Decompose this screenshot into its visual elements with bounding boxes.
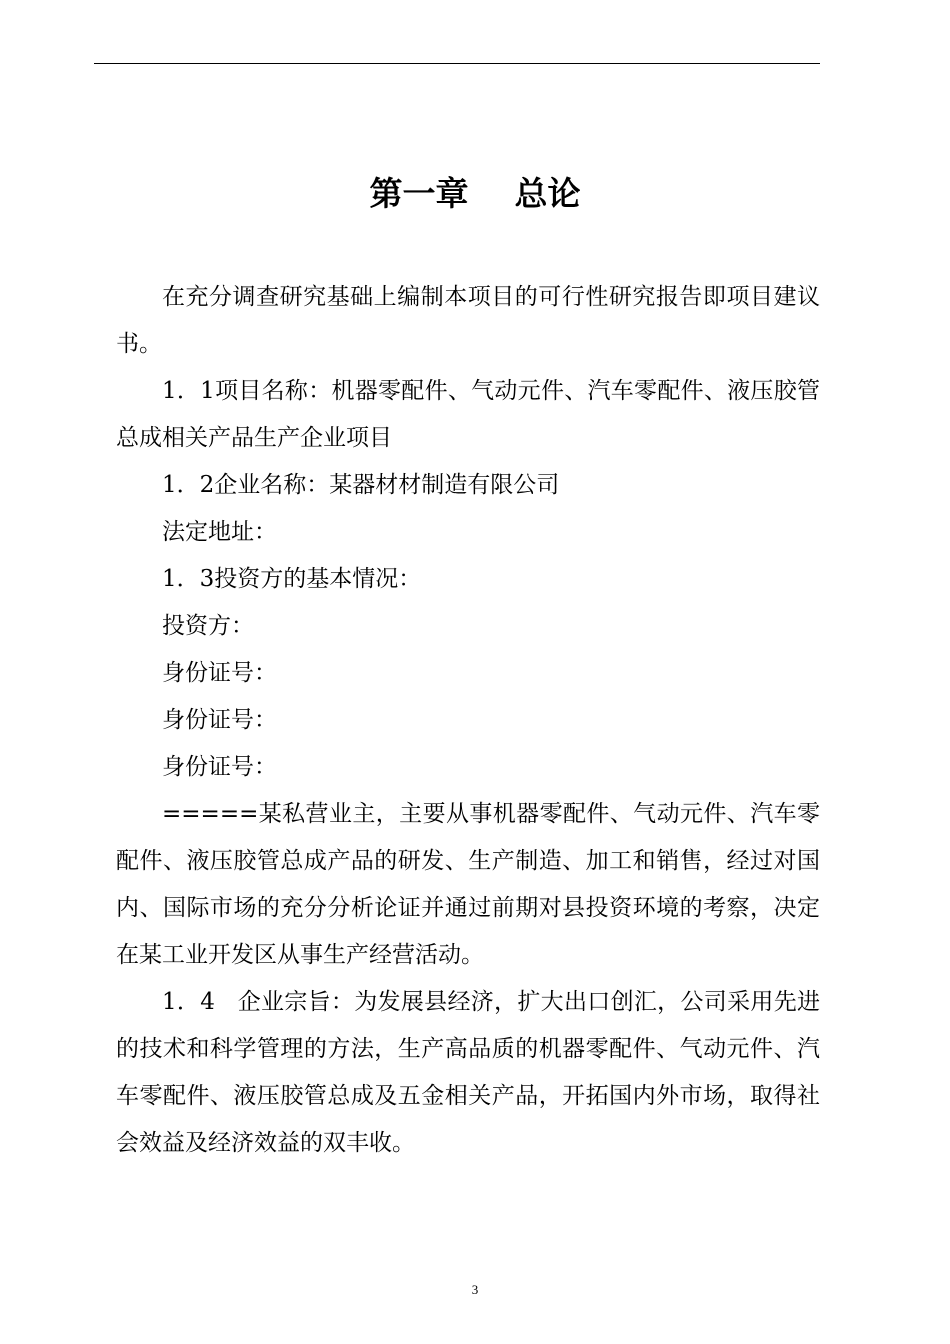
paragraph-legal-address: 法定地址：	[162, 519, 277, 545]
header-rule	[94, 63, 820, 64]
paragraph-investor-info: 1．3投资方的基本情况：	[162, 566, 422, 592]
chapter-title: 第一章 总论	[369, 174, 581, 213]
paragraph-company-purpose: 1．4 企业宗旨：为发展县经济，扩大出口创汇，公司采用先进的技术和科学管理的方法，生产高品质的机器零配件、气动元件、汽车零配件、液压胶管总成及五金相关产品，开拓国内外市场，取得社会效益及经济效益的双丰收。	[116, 989, 820, 1156]
paragraph-id-number-3: 身份证号：	[162, 754, 277, 780]
paragraph-investor: 投资方：	[162, 613, 254, 639]
paragraph-project-name: 1．1项目名称：机器零配件、气动元件、汽车零配件、液压胶管总成相关产品生产企业项目	[116, 378, 820, 451]
page-number: 3	[471, 1282, 479, 1297]
paragraph-company-name: 1．2企业名称：某器材材制造有限公司	[162, 472, 560, 498]
paragraph-intro: 在充分调查研究基础上编制本项目的可行性研究报告即项目建议书。	[116, 284, 820, 357]
paragraph-id-number-1: 身份证号：	[162, 660, 277, 686]
paragraph-business-description: =====某私营业主，主要从事机器零配件、气动元件、汽车零配件、液压胶管总成产品的研发、生产制造、加工和销售，经过对国内、国际市场的充分分析论证并通过前期对县投资环境的考察，决定在某工业开发区从事生产经营活动。	[116, 801, 820, 968]
paragraph-id-number-2: 身份证号：	[162, 707, 277, 733]
body-text	[116, 274, 820, 1167]
